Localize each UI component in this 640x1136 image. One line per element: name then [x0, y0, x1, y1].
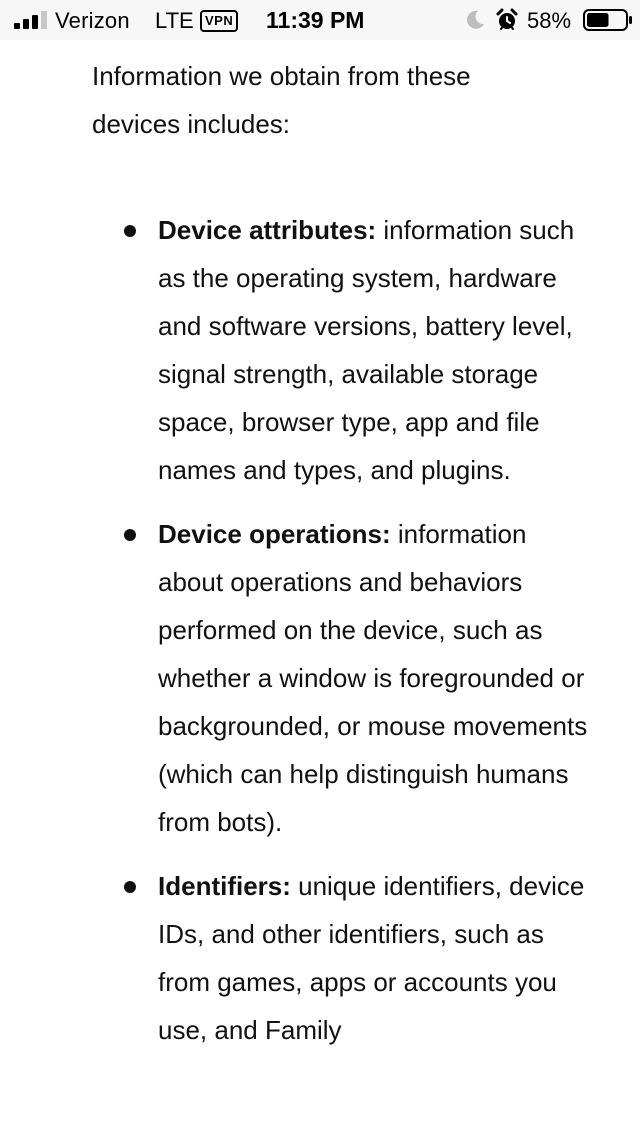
list-item-identifiers [158, 862, 598, 1054]
list-item-term: Identifiers: [158, 871, 299, 901]
list-item-device-operations [158, 510, 598, 846]
list-item-text: information about operations and behaviors performed on the device, such as whether a window is foregrounded or backgrounded, or mouse movements (which can help distinguish humans from bots). [158, 519, 588, 837]
list-item-term: Device attributes: [158, 215, 384, 245]
list-item-text: information such as the operating system, hardware and software versions, battery level, signal strength, available storage space, browser type, app and file names and types, and plugins. [158, 215, 575, 485]
bullet-icon [124, 529, 136, 541]
carrier-name: Verizon [55, 8, 130, 33]
alarm-clock-icon [495, 8, 519, 32]
battery-percent: 58% [527, 8, 572, 33]
intro-paragraph: Information we obtain from these devices includes: [92, 61, 471, 139]
status-time: 11:39 PM [266, 7, 365, 33]
bullet-icon [124, 225, 136, 237]
vpn-badge: VPN [200, 10, 238, 32]
list-item-text: unique identifiers, device IDs, and other identifiers, such as from games, apps or accounts you use, and Family [158, 871, 585, 1045]
battery-icon [583, 9, 633, 31]
device-info-list [0, 206, 640, 1054]
list-item-term: Device operations: [158, 519, 398, 549]
signal-bars-icon [14, 11, 48, 29]
moon-icon [464, 9, 486, 31]
document-content [0, 52, 640, 1070]
bullet-icon [124, 881, 136, 893]
network-type: LTE [155, 8, 194, 33]
status-bar [0, 0, 640, 40]
list-item-device-attributes [158, 206, 598, 494]
